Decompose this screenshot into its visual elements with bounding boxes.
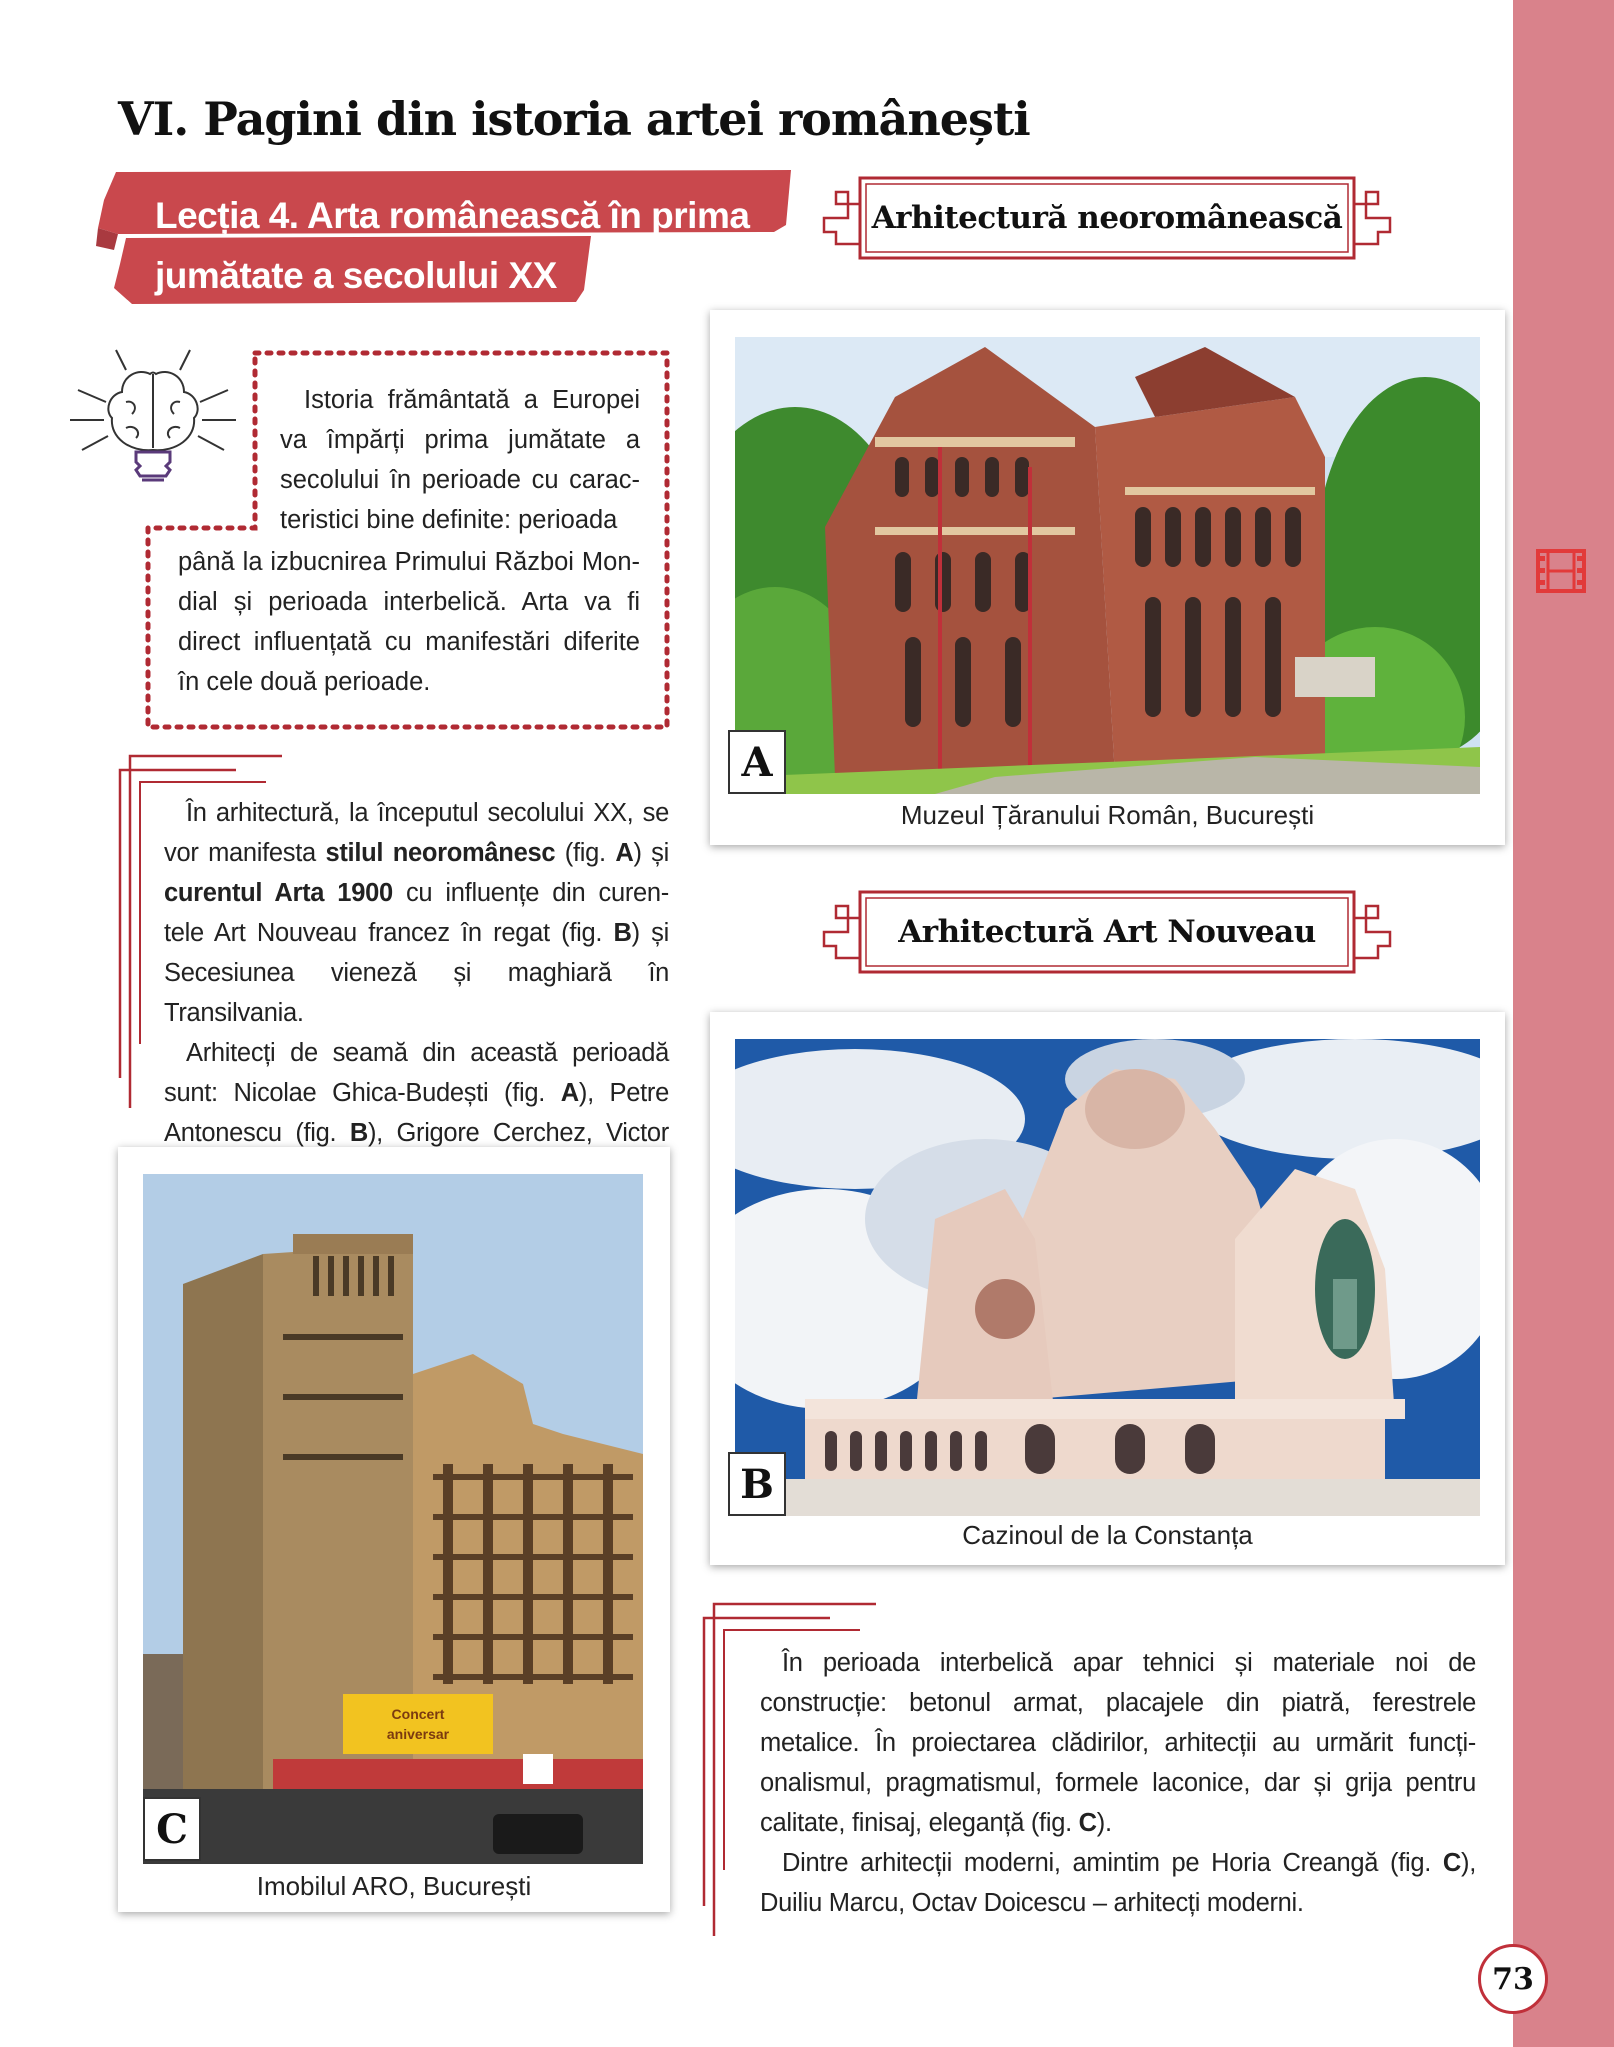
text-block-interwar xyxy=(760,1643,1476,1923)
figure-c-photo xyxy=(143,1174,643,1864)
figure-b-letter: B xyxy=(728,1452,786,1516)
figure-b-caption: Cazinoul de la Constanța xyxy=(962,1520,1253,1550)
text-block-architecture xyxy=(164,793,669,1193)
chapter-title: VI. Pagini din istoria artei românești xyxy=(118,92,1030,146)
figure-c-letter: C xyxy=(143,1797,201,1861)
page-number: 73 xyxy=(1478,1944,1548,2014)
paragraph-modern-architects: Dintre arhitecții moderni, amintim pe Horia Creangă (fig. C), Duiliu Marcu, Octav Doicescu – arhitecți moderni. xyxy=(760,1849,1476,1917)
section-label-art-nouveau-text: Arhitectură Art Nouveau xyxy=(898,914,1316,950)
lesson-title xyxy=(155,186,775,306)
intro-text-top: Istoria frământată a Europei va împărți prima jumătate a secolului în perioade cu carac-teristici bine definite: perioada xyxy=(280,386,640,534)
figure-c-sign-line1: Concert xyxy=(391,1706,445,1722)
lesson-title-line2: jumătate a secolului XX xyxy=(155,255,557,296)
lesson-title-line1: Lecția 4. Arta românească în prima xyxy=(155,195,750,236)
paragraph-interwar-techniques: În perioada interbelică apar tehnici și materiale noi de construcție: betonul armat, placajele din piatră, ferestrele metalice. În proiectarea clădirilor, arhitecții au urmărit funcți-onalismul, pragmatismul, formele laconice, dar și grija pentru calitate, finisaj, eleganță (fig. C). xyxy=(760,1649,1476,1837)
figure-a-photo xyxy=(735,337,1480,794)
side-strip xyxy=(1513,0,1614,2047)
figure-c-caption: Imobilul ARO, București xyxy=(256,1871,532,1901)
section-label-neoromanian-text: Arhitectură neoromânească xyxy=(871,200,1343,236)
section-label-neoromanian xyxy=(822,174,1392,262)
paragraph-early-20th-century: În arhitectură, la începutul secolului XX, se vor manifesta stilul neoromânesc (fig. A) și curentul Arta 1900 cu influențe din curen-tele Art Nouveau francez în regat (fig. B) și Secesiunea vieneză și maghiară în Transilvania. xyxy=(164,799,670,1027)
figure-c-sign-line2: aniversar xyxy=(386,1726,450,1742)
section-label-art-nouveau xyxy=(822,888,1392,976)
intro-text-bottom: până la izbucnirea Primului Război Mon-dial și perioada interbelică. Arta va fi direct influențată cu manifestări diferite în cele două perioade. xyxy=(178,548,640,696)
film-icon xyxy=(1535,545,1587,597)
figure-a-card xyxy=(710,310,1505,845)
figure-c-card xyxy=(118,1147,670,1912)
figure-b-card xyxy=(710,1012,1505,1565)
figure-a-letter: A xyxy=(728,730,786,794)
paragraph-architects: Arhitecți de seamă din această perioadă sunt: Nicolae Ghica-Budești (fig. A), Petre Antonescu (fig. B), Grigore Cerchez, Victor xyxy=(164,1039,669,1147)
figure-a-caption: Muzeul Țăranului Român, București xyxy=(900,800,1315,830)
figure-b-photo xyxy=(735,1039,1480,1516)
